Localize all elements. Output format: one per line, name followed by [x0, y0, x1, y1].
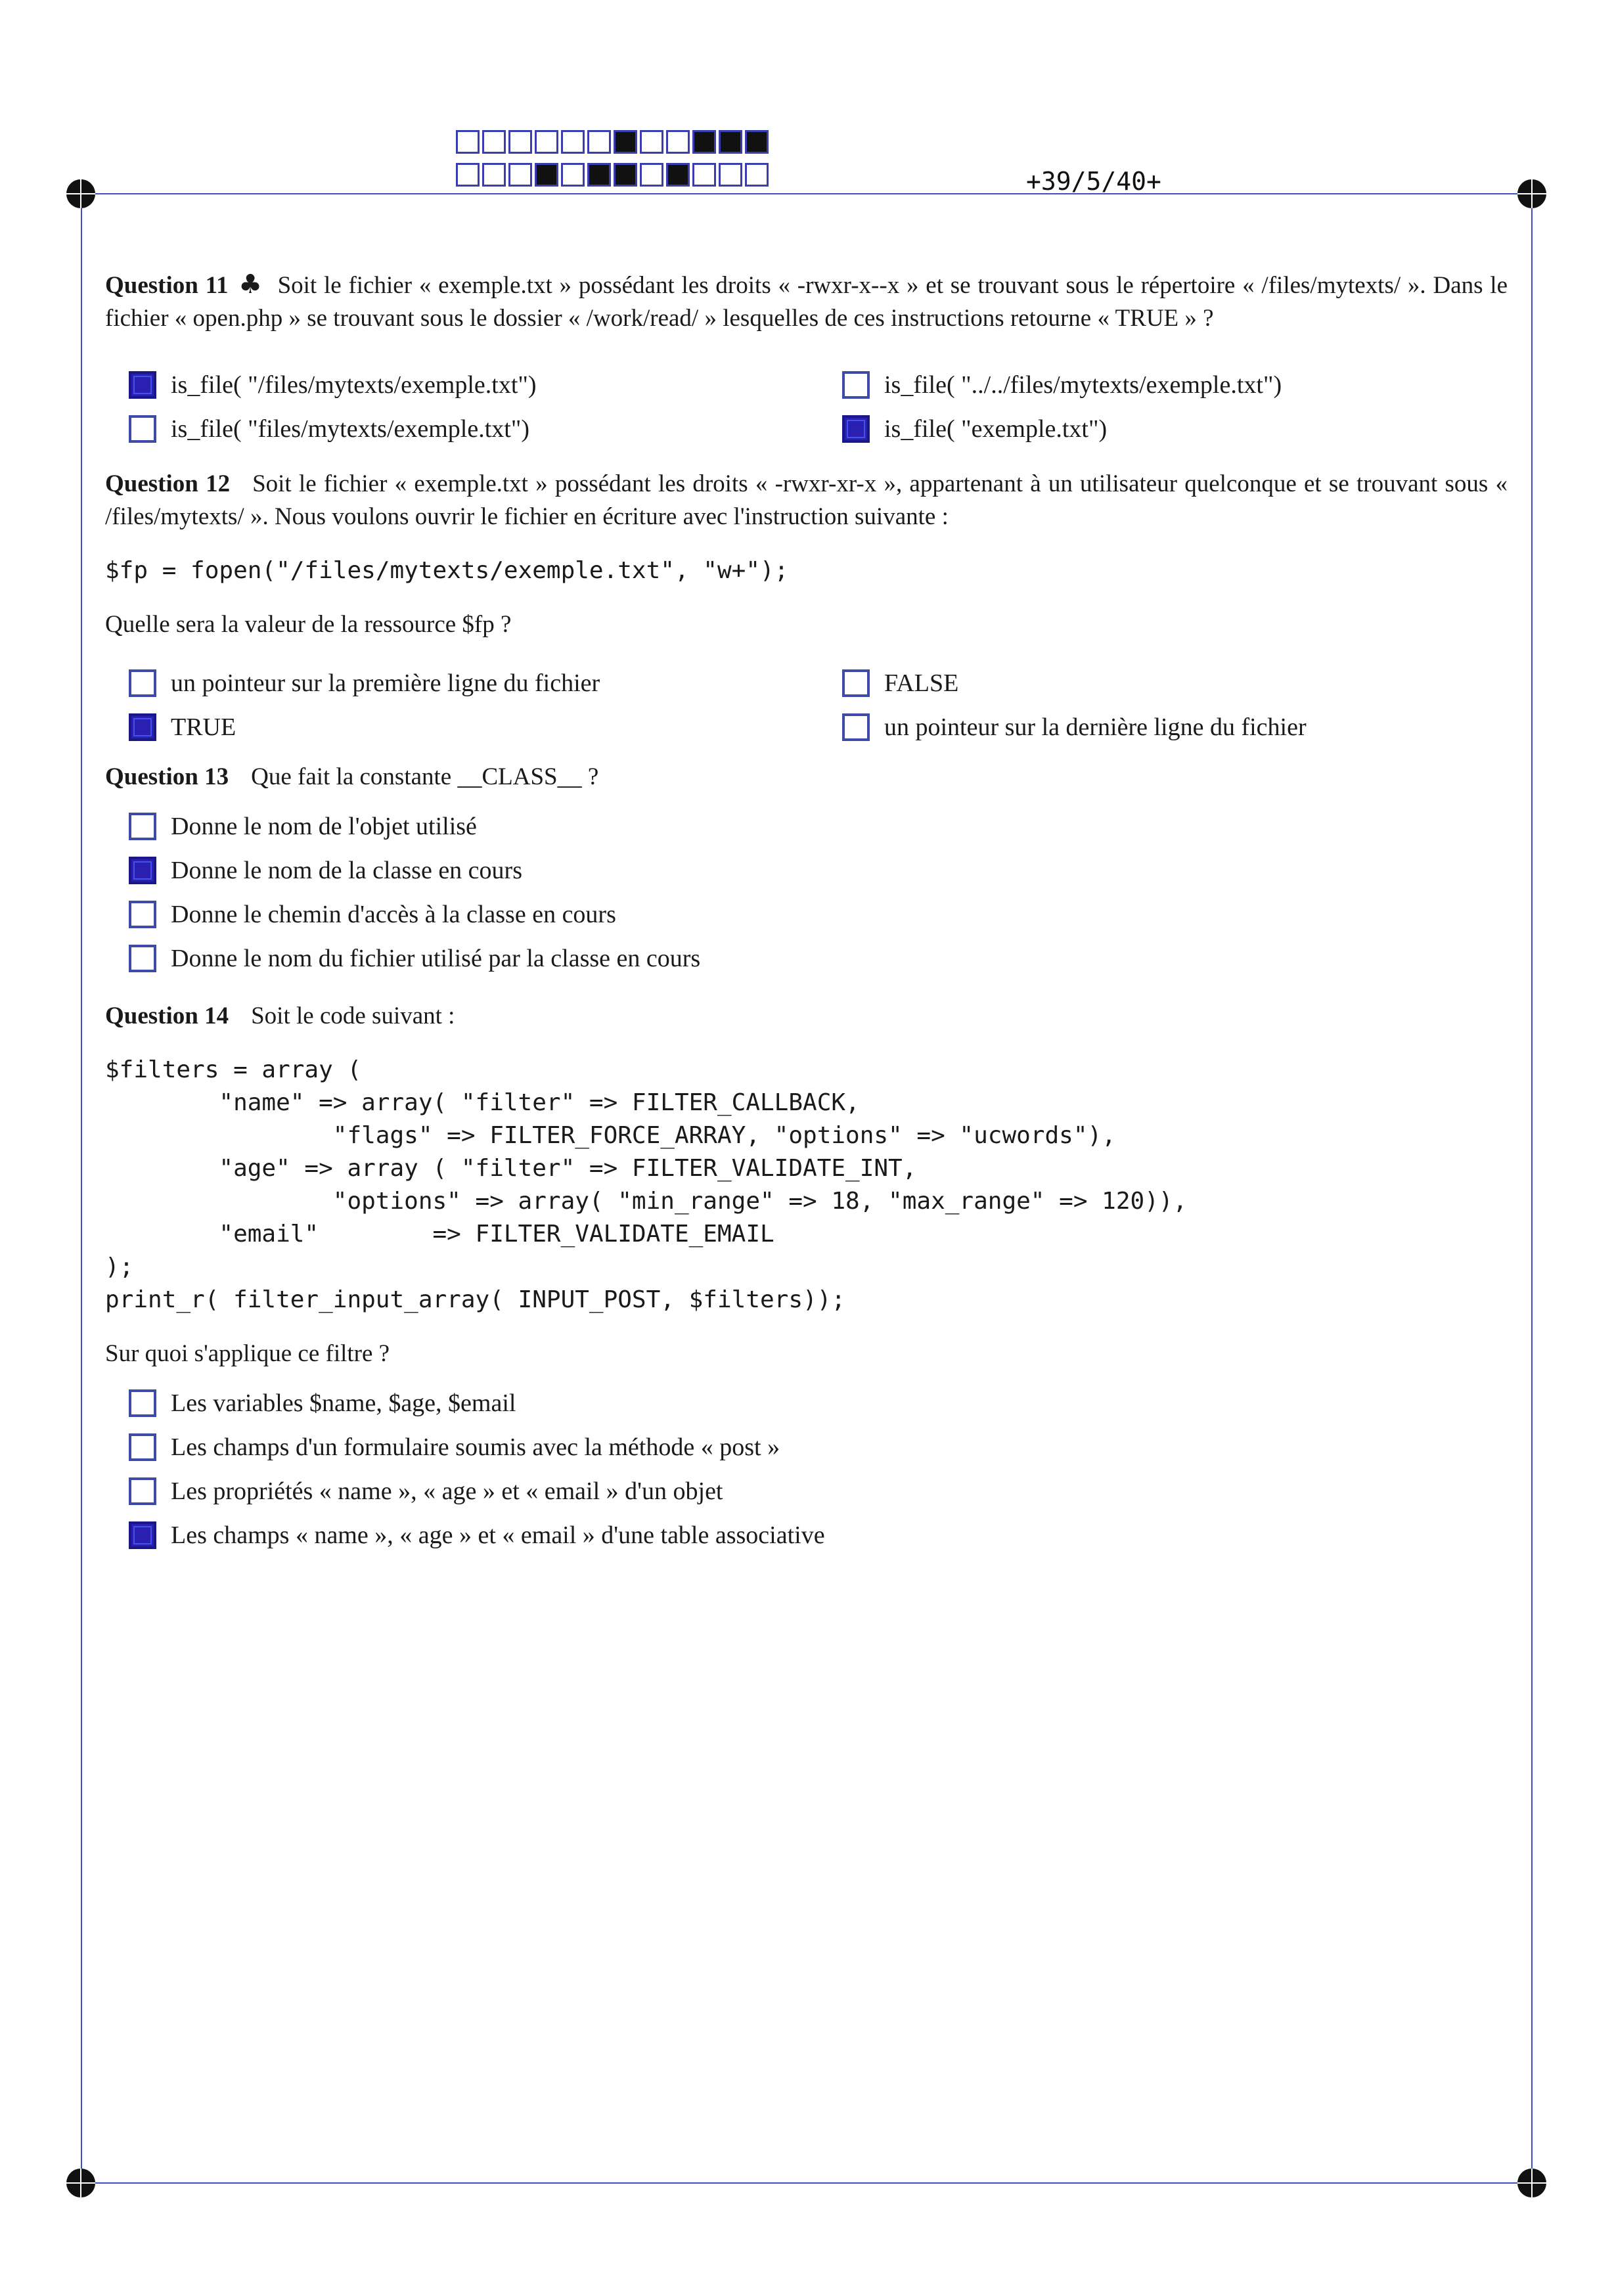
- answer-label: is_file( "/files/mytexts/exemple.txt"): [171, 371, 537, 399]
- answer-option[interactable]: [842, 705, 1499, 749]
- checkbox-icon[interactable]: [129, 945, 156, 972]
- question-12-text: [105, 468, 1508, 533]
- id-code-cell: [640, 163, 663, 187]
- id-code-cell: [482, 163, 506, 187]
- answer-option[interactable]: [129, 892, 1508, 936]
- checkbox-icon[interactable]: [129, 857, 156, 884]
- id-code-cell: [456, 163, 480, 187]
- question-11-body: Soit le fichier « exemple.txt » possédant les droits « -rwxr-x--x » et se trouvant sous le répertoire « /files/mytexts/ ». Dans le fichier « open.php » se trouvant sous le dossier « /work/read/ » lesquelles de ces instructions retourne « TRUE » ?: [105, 272, 1508, 332]
- question-12-body: Soit le fichier « exemple.txt » possédant les droits « -rwxr-xr-x », appartenant à un utilisateur quelconque et se trouvant sous « /files/mytexts/ ». Nous voulons ouvrir le fichier en écriture avec l'instruction suivante :: [105, 470, 1508, 530]
- checkbox-icon[interactable]: [129, 1433, 156, 1461]
- id-code-cell: [535, 163, 558, 187]
- frame-top-line: [81, 193, 1533, 194]
- id-code-cell: [561, 163, 585, 187]
- question-11-text: [105, 268, 1508, 335]
- question-12: [105, 468, 1508, 749]
- id-code-cell: [482, 130, 506, 154]
- answer-option[interactable]: [129, 1469, 1508, 1513]
- page-code: +39/5/40+: [1026, 167, 1161, 196]
- checkbox-icon[interactable]: [842, 713, 870, 741]
- answer-option[interactable]: [129, 1381, 1508, 1425]
- id-code-cell: [508, 163, 532, 187]
- id-code-cell: [535, 130, 558, 154]
- checkbox-icon[interactable]: [842, 669, 870, 697]
- page-content: [105, 268, 1508, 1557]
- answer-label: is_file( "exemple.txt"): [884, 415, 1108, 443]
- checkbox-icon[interactable]: [129, 1521, 156, 1549]
- answer-label: Les propriétés « name », « age » et « email » d'un objet: [171, 1477, 723, 1505]
- frame-left-line: [81, 194, 82, 2184]
- id-code-cell: [666, 130, 690, 154]
- checkbox-icon[interactable]: [129, 713, 156, 741]
- answer-label: Donne le chemin d'accès à la classe en cours: [171, 900, 616, 928]
- answer-option[interactable]: [129, 1425, 1508, 1469]
- question-11-options: [129, 363, 1508, 451]
- answer-option[interactable]: [129, 804, 1508, 848]
- answer-label: un pointeur sur la première ligne du fichier: [171, 669, 600, 697]
- checkbox-icon[interactable]: [842, 415, 870, 443]
- answer-option[interactable]: [129, 407, 842, 451]
- id-code-row-1: [456, 130, 771, 154]
- question-12-options: [129, 661, 1508, 749]
- id-code-cell: [745, 130, 769, 154]
- answer-label: FALSE: [884, 669, 959, 697]
- answer-label: Les variables $name, $age, $email: [171, 1389, 516, 1417]
- id-code-cell: [587, 130, 611, 154]
- id-code-cell: [614, 163, 637, 187]
- frame-right-line: [1531, 194, 1533, 2184]
- question-14-body: Soit le code suivant :: [251, 1002, 455, 1029]
- question-14-text: [105, 1000, 1508, 1033]
- question-13-text: [105, 761, 1508, 794]
- checkbox-icon[interactable]: [129, 1477, 156, 1505]
- frame-bottom-line: [81, 2182, 1533, 2184]
- answer-option[interactable]: [129, 936, 1508, 980]
- corner-mark-bottom-right: [1517, 2169, 1546, 2197]
- id-code-cell: [692, 130, 716, 154]
- answer-label: Donne le nom de la classe en cours: [171, 856, 522, 884]
- id-code-cell: [666, 163, 690, 187]
- question-11-label: Question 11: [105, 272, 229, 299]
- id-code-cell: [719, 163, 742, 187]
- id-code-cell: [614, 130, 637, 154]
- id-code-cell: [692, 163, 716, 187]
- answer-option[interactable]: [842, 661, 1499, 705]
- question-12-code: $fp = fopen("/files/mytexts/exemple.txt", "w+");: [105, 557, 789, 584]
- question-12-label: Question 12: [105, 470, 231, 497]
- question-12-followup: Quelle sera la valeur de la ressource $fp ?: [105, 611, 512, 638]
- answer-option[interactable]: [129, 705, 842, 749]
- id-code-cell: [719, 130, 742, 154]
- checkbox-icon[interactable]: [129, 1389, 156, 1417]
- answer-label: Donne le nom du fichier utilisé par la classe en cours: [171, 944, 701, 972]
- answer-label: TRUE: [171, 713, 236, 741]
- answer-option[interactable]: [842, 363, 1499, 407]
- question-13-options: [129, 804, 1508, 980]
- id-code-cell: [745, 163, 769, 187]
- checkbox-icon[interactable]: [842, 371, 870, 399]
- answer-option[interactable]: [129, 848, 1508, 892]
- id-code-cell: [587, 163, 611, 187]
- answer-label: Donne le nom de l'objet utilisé: [171, 812, 477, 840]
- question-14-code: $filters = array ( "name" => array( "filter" => FILTER_CALLBACK, "flags" => FILTER_FORCE_ARRAY, "options" => "ucwords"), "age" => array ( "filter" => FILTER_VALIDATE_INT, "options" => array( "min_range" => 18, "max_range" => 120)), "email" => FILTER_VALIDATE_EMAIL ); print_r( filter_input_array( INPUT_POST, $filters));: [105, 1056, 1188, 1313]
- id-code-cell: [561, 130, 585, 154]
- id-code-row-2: [456, 163, 771, 187]
- answer-option[interactable]: [129, 1513, 1508, 1557]
- answer-label: Les champs « name », « age » et « email » d'une table associative: [171, 1521, 825, 1549]
- answer-option[interactable]: [129, 661, 842, 705]
- answer-label: is_file( "files/mytexts/exemple.txt"): [171, 415, 530, 443]
- answer-option[interactable]: [129, 363, 842, 407]
- question-14-options: [129, 1381, 1508, 1557]
- question-14: [105, 1000, 1508, 1557]
- club-icon: ♣: [237, 269, 263, 300]
- question-14-label: Question 14: [105, 1002, 229, 1029]
- id-code-cell: [508, 130, 532, 154]
- answer-option[interactable]: [842, 407, 1499, 451]
- answer-label: is_file( "../../files/mytexts/exemple.txt"): [884, 371, 1282, 399]
- checkbox-icon[interactable]: [129, 415, 156, 443]
- corner-mark-top-right: [1517, 179, 1546, 208]
- checkbox-icon[interactable]: [129, 901, 156, 928]
- checkbox-icon[interactable]: [129, 669, 156, 697]
- id-code-cell: [456, 130, 480, 154]
- corner-mark-bottom-left: [66, 2169, 95, 2197]
- question-13-body: Que fait la constante __CLASS__ ?: [251, 763, 599, 790]
- answer-label: un pointeur sur la dernière ligne du fichier: [884, 713, 1307, 741]
- question-14-followup: Sur quoi s'applique ce filtre ?: [105, 1340, 390, 1367]
- question-13-label: Question 13: [105, 763, 229, 790]
- checkbox-icon[interactable]: [129, 371, 156, 399]
- question-13: [105, 761, 1508, 980]
- id-code-cell: [640, 130, 663, 154]
- answer-label: Les champs d'un formulaire soumis avec la méthode « post »: [171, 1433, 780, 1461]
- checkbox-icon[interactable]: [129, 813, 156, 840]
- corner-mark-top-left: [66, 179, 95, 208]
- question-11: [105, 268, 1508, 451]
